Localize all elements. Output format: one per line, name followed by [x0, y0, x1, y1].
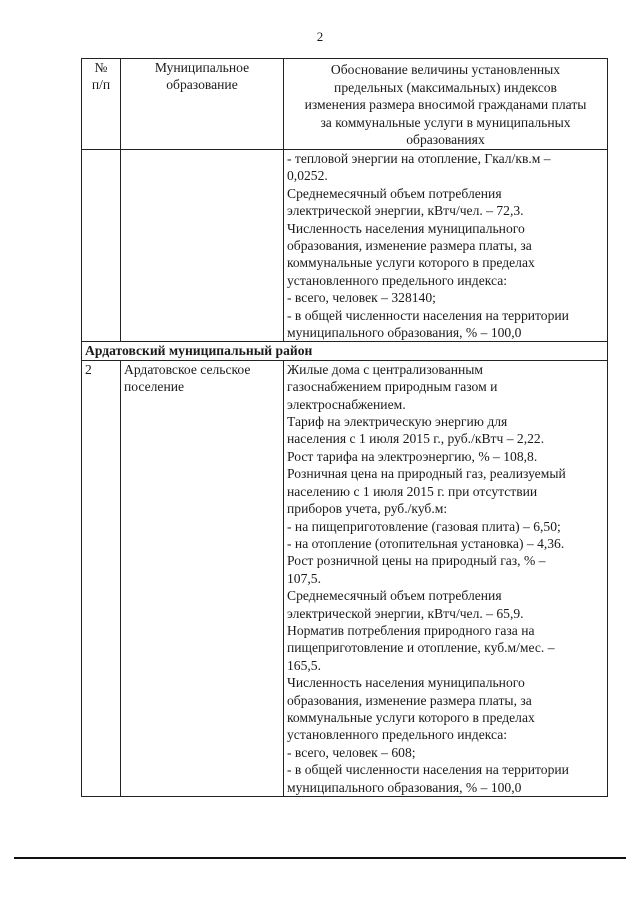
text-line: коммунальные услуги которого в пределах	[287, 709, 535, 725]
text-line: Среднемесячный объем потребления	[287, 588, 502, 604]
text-line: электроснабжением.	[287, 396, 406, 412]
municipality-line: Ардатовское сельское	[124, 361, 251, 377]
section-row	[82, 342, 608, 360]
text-line: - в общей численности населения на территории	[287, 762, 569, 778]
text-line: образования, изменение размера платы, за	[287, 692, 532, 708]
text-line: Рост тарифа на электроэнергию, % – 108,8.	[287, 448, 538, 464]
text-line: 0,0252.	[287, 168, 328, 184]
header-justification	[284, 59, 608, 150]
text-line: Жилые дома с централизованным	[287, 361, 483, 377]
text-line: электрической энергии, кВтч/чел. – 65,9.	[287, 605, 524, 621]
header-municipality-line: образование	[166, 77, 238, 93]
text-line: 165,5.	[287, 657, 321, 673]
text-line: Численность населения муниципального	[287, 675, 525, 691]
header-num-line: п/п	[91, 77, 111, 93]
text-line: населения с 1 июля 2015 г., руб./кВтч – 2,22.	[287, 431, 545, 447]
text-line: - на пищеприготовление (газовая плита) – 6,50;	[287, 518, 561, 534]
text-line: Численность населения муниципального	[287, 220, 525, 236]
continued-num-cell	[82, 149, 121, 341]
text-line: коммунальные услуги которого в пределах	[287, 255, 535, 271]
section-title: Ардатовский муниципальный район	[82, 342, 608, 360]
continued-justification-cell	[284, 149, 608, 341]
row-num: 2	[82, 360, 121, 796]
header-justification-line: изменения размера вносимой гражданами платы	[304, 97, 587, 113]
row-municipality	[121, 360, 284, 796]
text-line: Среднемесячный объем потребления	[287, 185, 502, 201]
text-line: Рост розничной цены на природный газ, % –	[287, 553, 546, 569]
text-line: установленного предельного индекса:	[287, 272, 508, 288]
text-line: образования, изменение размера платы, за	[287, 238, 532, 253]
header-municipality	[121, 59, 284, 150]
text-line: газоснабжением природным газом и	[287, 379, 498, 395]
text-line: - на отопление (отопительная установка) – 4,36.	[287, 535, 565, 551]
municipality-line: поселение	[124, 379, 185, 395]
text-line: - в общей численности населения на территории	[287, 307, 569, 323]
table-row-continued	[82, 149, 608, 341]
header-municipality-line: Муниципальное	[154, 60, 250, 75]
header-num	[82, 59, 121, 150]
page-number: 2	[316, 29, 324, 44]
table-row	[82, 360, 608, 796]
header-justification-line: образованиях	[406, 132, 485, 148]
indices-table	[81, 58, 608, 797]
text-line: электрической энергии, кВтч/чел. – 72,3.	[287, 203, 524, 219]
text-line: - тепловой энергии на отопление, Гкал/кв.м –	[287, 150, 551, 166]
row-justification	[284, 360, 608, 796]
text-line: установленного предельного индекса:	[287, 727, 508, 743]
text-line: муниципального образования, % – 100,0	[287, 325, 522, 341]
text-line: Тариф на электрическую энергию для	[287, 414, 508, 430]
text-line: пищеприготовление и отопление, куб.м/мес. –	[287, 640, 555, 656]
header-justification-line: за коммунальные услуги в муниципальных	[320, 114, 571, 130]
text-line: Розничная цена на природный газ, реализуемый	[287, 466, 566, 482]
text-line: приборов учета, руб./куб.м:	[287, 501, 448, 517]
scan-edge-divider	[14, 857, 626, 859]
text-line: муниципального образования, % – 100,0	[287, 779, 522, 795]
text-line: - всего, человек – 328140;	[287, 290, 436, 306]
text-line: населению с 1 июля 2015 г. при отсутствии	[287, 483, 538, 499]
text-line: Норматив потребления природного газа на	[287, 622, 535, 638]
header-justification-line: Обоснование величины установленных	[330, 62, 561, 77]
continued-municipality-cell	[121, 149, 284, 341]
header-num-line: №	[94, 60, 108, 75]
text-line: 107,5.	[287, 570, 321, 586]
header-justification-line: предельных (максимальных) индексов	[334, 79, 557, 95]
text-line: - всего, человек – 608;	[287, 744, 416, 760]
table-header-row	[82, 59, 608, 150]
